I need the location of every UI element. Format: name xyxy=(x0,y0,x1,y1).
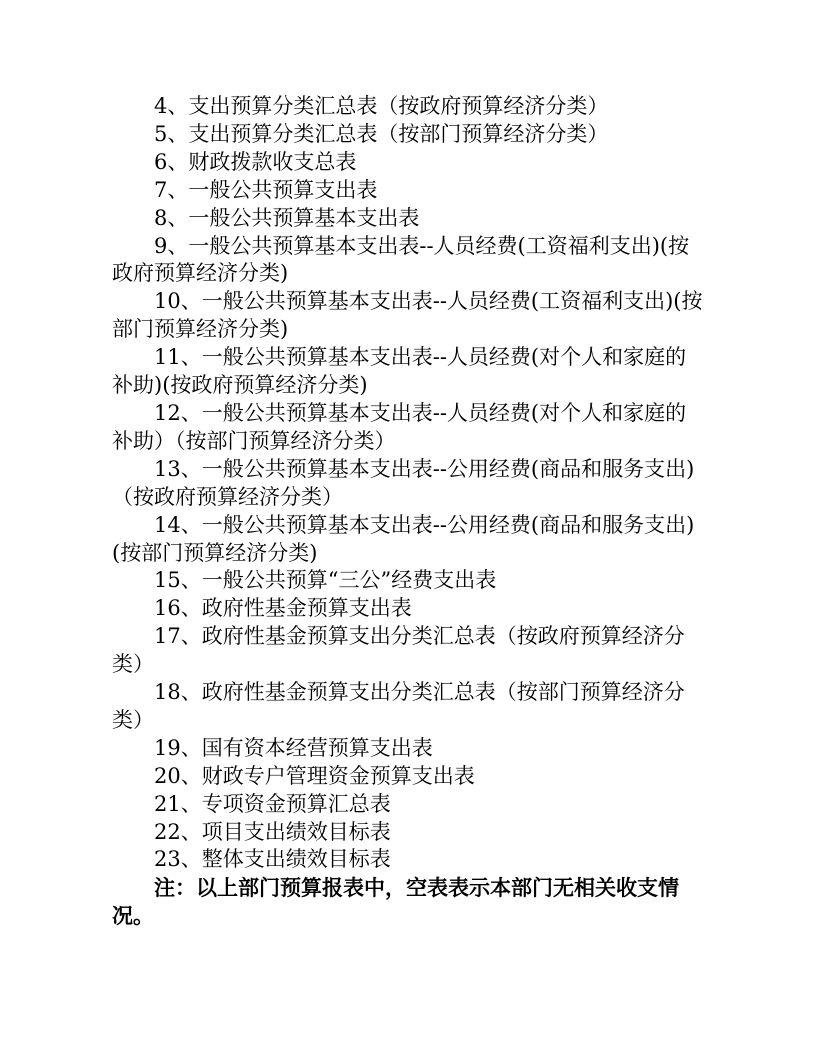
list-item: 5、支出预算分类汇总表（按部门预算经济分类） xyxy=(154,121,609,146)
budget-table-list xyxy=(112,93,704,930)
list-item: 6、财政拨款收支总表 xyxy=(154,149,357,174)
list-item: 8、一般公共预算基本支出表 xyxy=(154,205,420,230)
list-item: 23、整体支出绩效目标表 xyxy=(154,847,391,872)
list-item: 11、一般公共预算基本支出表--人员经费(对个人和家庭的补助)(按政府预算经济分类) xyxy=(112,345,687,398)
list-item: 15、一般公共预算“三公”经费支出表 xyxy=(154,568,497,593)
list-item: 16、政府性基金预算支出表 xyxy=(154,596,412,621)
list-item: 19、国有资本经营预算支出表 xyxy=(154,735,433,760)
list-item: 4、支出预算分类汇总表（按政府预算经济分类） xyxy=(154,94,609,118)
list-item: 17、政府性基金预算支出分类汇总表（按政府预算经济分类） xyxy=(112,624,685,677)
list-item: 20、财政专户管理资金预算支出表 xyxy=(154,763,475,788)
list-item: 9、一般公共预算基本支出表--人员经费(工资福利支出)(按政府预算经济分类) xyxy=(112,233,690,286)
list-item: 12、一般公共预算基本支出表--人员经费(对个人和家庭的补助）（按部门预算经济分类） xyxy=(112,400,687,453)
list-item: 21、专项资金预算汇总表 xyxy=(154,791,391,816)
list-item: 22、项目支出绩效目标表 xyxy=(154,819,391,844)
list-item: 10、一般公共预算基本支出表--人员经费(工资福利支出)(按部门预算经济分类) xyxy=(112,289,703,342)
list-item: 7、一般公共预算支出表 xyxy=(154,177,378,202)
note-text: 注：以上部门预算报表中，空表表示本部门无相关收支情况。 xyxy=(112,875,679,929)
list-item: 14、一般公共预算基本支出表--公用经费(商品和服务支出)(按部门预算经济分类) xyxy=(112,512,695,565)
list-item: 13、一般公共预算基本支出表--公用经费(商品和服务支出)（按政府预算经济分类） xyxy=(112,456,695,509)
list-item: 18、政府性基金预算支出分类汇总表（按部门预算经济分类） xyxy=(112,680,685,732)
